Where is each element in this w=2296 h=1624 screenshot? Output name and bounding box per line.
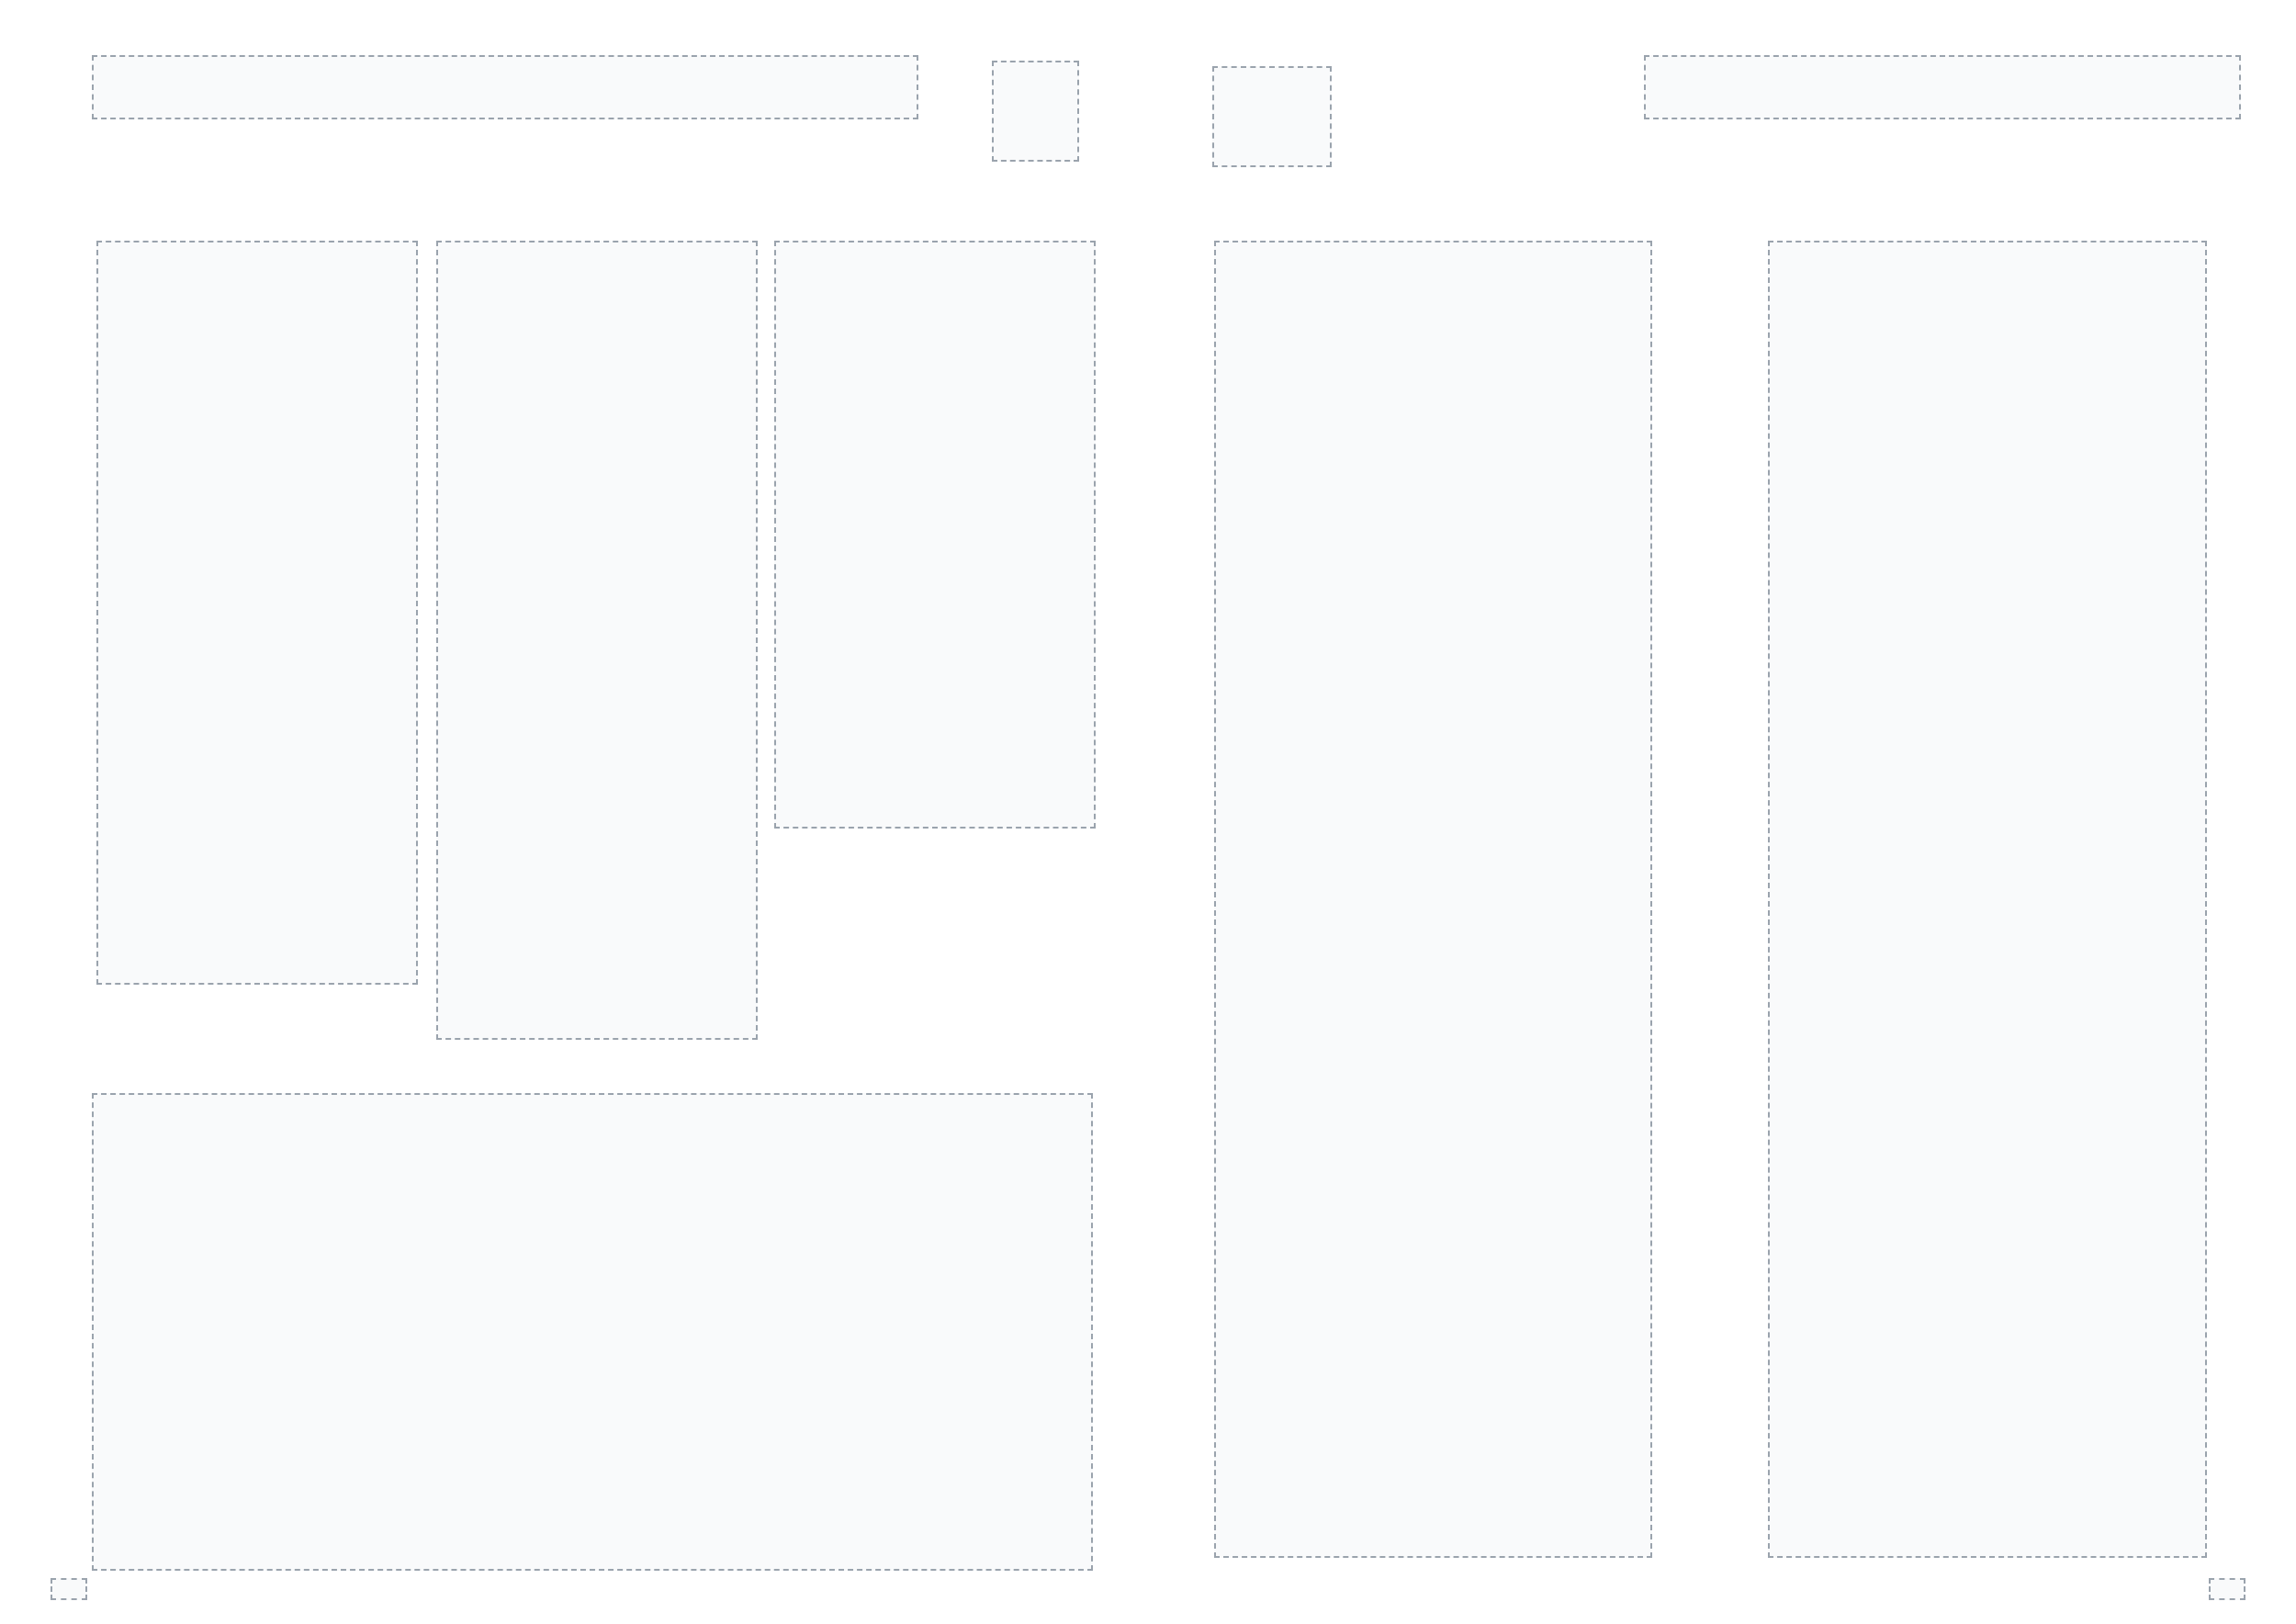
ecodesign-column xyxy=(774,241,1096,829)
light-sources-left-column xyxy=(1214,241,1652,1558)
left-page-number xyxy=(51,1578,87,1600)
right-page-title-region xyxy=(1644,55,2241,119)
left-page-title-region xyxy=(92,55,918,119)
world-map-certifications xyxy=(92,1093,1093,1571)
reference-marks-column xyxy=(96,241,418,985)
light-sources-right-column xyxy=(1768,241,2207,1558)
eco-contribution-column xyxy=(436,241,758,1040)
right-page-number xyxy=(2209,1578,2245,1600)
certification-document-icon-region xyxy=(992,61,1079,162)
bulbs-icon-region xyxy=(1212,66,1332,167)
